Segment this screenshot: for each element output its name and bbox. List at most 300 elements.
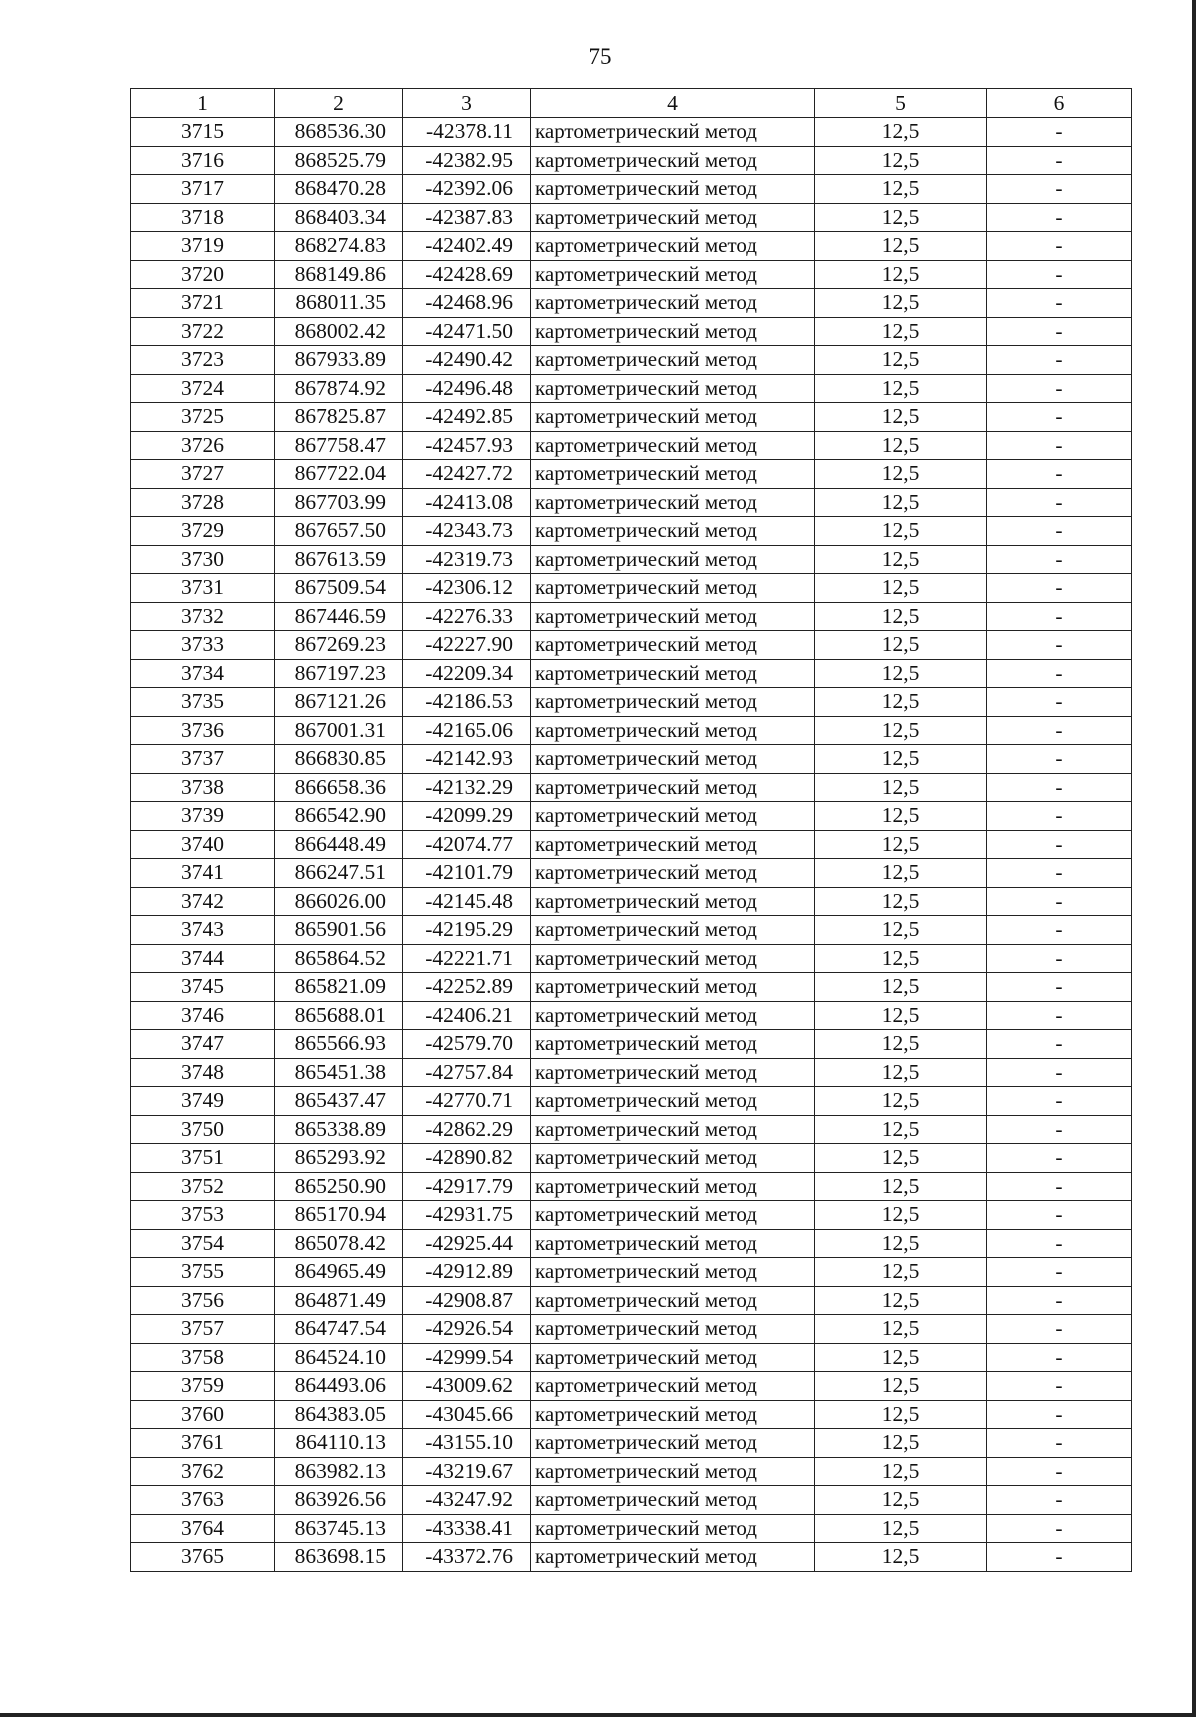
accuracy-cell: 12,5	[815, 1201, 987, 1230]
method-cell: картометрический метод	[531, 175, 815, 204]
point-number-cell: 3731	[131, 574, 275, 603]
table-row	[131, 346, 1132, 375]
accuracy-cell: 12,5	[815, 859, 987, 888]
y-coordinate-cell: -42926.54	[403, 1315, 531, 1344]
point-number-cell: 3723	[131, 346, 275, 375]
note-cell: -	[987, 1058, 1132, 1087]
table-row	[131, 1457, 1132, 1486]
method-cell: картометрический метод	[531, 688, 815, 717]
point-number-cell: 3747	[131, 1030, 275, 1059]
table-row	[131, 1030, 1132, 1059]
accuracy-cell: 12,5	[815, 517, 987, 546]
x-coordinate-cell: 863745.13	[275, 1514, 403, 1543]
y-coordinate-cell: -42925.44	[403, 1229, 531, 1258]
point-number-cell: 3722	[131, 317, 275, 346]
method-cell: картометрический метод	[531, 289, 815, 318]
x-coordinate-cell: 866542.90	[275, 802, 403, 831]
point-number-cell: 3730	[131, 545, 275, 574]
y-coordinate-cell: -42908.87	[403, 1286, 531, 1315]
x-coordinate-cell: 865250.90	[275, 1172, 403, 1201]
y-coordinate-cell: -42471.50	[403, 317, 531, 346]
x-coordinate-cell: 865821.09	[275, 973, 403, 1002]
note-cell: -	[987, 716, 1132, 745]
x-coordinate-cell: 868149.86	[275, 260, 403, 289]
accuracy-cell: 12,5	[815, 1343, 987, 1372]
point-number-cell: 3736	[131, 716, 275, 745]
x-coordinate-cell: 867613.59	[275, 545, 403, 574]
y-coordinate-cell: -42917.79	[403, 1172, 531, 1201]
x-coordinate-cell: 867758.47	[275, 431, 403, 460]
method-cell: картометрический метод	[531, 1229, 815, 1258]
x-coordinate-cell: 864747.54	[275, 1315, 403, 1344]
note-cell: -	[987, 545, 1132, 574]
method-cell: картометрический метод	[531, 802, 815, 831]
y-coordinate-cell: -42427.72	[403, 460, 531, 489]
x-coordinate-cell: 868274.83	[275, 232, 403, 261]
x-coordinate-cell: 864524.10	[275, 1343, 403, 1372]
y-coordinate-cell: -42402.49	[403, 232, 531, 261]
note-cell: -	[987, 944, 1132, 973]
y-coordinate-cell: -42387.83	[403, 203, 531, 232]
point-number-cell: 3758	[131, 1343, 275, 1372]
method-cell: картометрический метод	[531, 517, 815, 546]
point-number-cell: 3751	[131, 1144, 275, 1173]
accuracy-cell: 12,5	[815, 118, 987, 147]
column-header: 1	[131, 89, 275, 118]
x-coordinate-cell: 868011.35	[275, 289, 403, 318]
y-coordinate-cell: -42912.89	[403, 1258, 531, 1287]
x-coordinate-cell: 864871.49	[275, 1286, 403, 1315]
point-number-cell: 3753	[131, 1201, 275, 1230]
y-coordinate-cell: -42579.70	[403, 1030, 531, 1059]
point-number-cell: 3734	[131, 659, 275, 688]
accuracy-cell: 12,5	[815, 602, 987, 631]
table-row	[131, 1115, 1132, 1144]
method-cell: картометрический метод	[531, 1286, 815, 1315]
method-cell: картометрический метод	[531, 1429, 815, 1458]
point-number-cell: 3762	[131, 1457, 275, 1486]
method-cell: картометрический метод	[531, 488, 815, 517]
accuracy-cell: 12,5	[815, 1058, 987, 1087]
point-number-cell: 3745	[131, 973, 275, 1002]
point-number-cell: 3746	[131, 1001, 275, 1030]
y-coordinate-cell: -42496.48	[403, 374, 531, 403]
y-coordinate-cell: -43155.10	[403, 1429, 531, 1458]
method-cell: картометрический метод	[531, 1514, 815, 1543]
method-cell: картометрический метод	[531, 1115, 815, 1144]
table-row	[131, 545, 1132, 574]
accuracy-cell: 12,5	[815, 203, 987, 232]
note-cell: -	[987, 1201, 1132, 1230]
note-cell: -	[987, 1144, 1132, 1173]
table-row	[131, 431, 1132, 460]
accuracy-cell: 12,5	[815, 1372, 987, 1401]
point-number-cell: 3719	[131, 232, 275, 261]
x-coordinate-cell: 865078.42	[275, 1229, 403, 1258]
point-number-cell: 3721	[131, 289, 275, 318]
table-row	[131, 118, 1132, 147]
table-row	[131, 1058, 1132, 1087]
table-row	[131, 374, 1132, 403]
accuracy-cell: 12,5	[815, 1486, 987, 1515]
note-cell: -	[987, 745, 1132, 774]
method-cell: картометрический метод	[531, 232, 815, 261]
note-cell: -	[987, 346, 1132, 375]
note-cell: -	[987, 1343, 1132, 1372]
table-row	[131, 517, 1132, 546]
table-row	[131, 1400, 1132, 1429]
table-row	[131, 289, 1132, 318]
note-cell: -	[987, 1429, 1132, 1458]
table-body	[131, 118, 1132, 1572]
table-row	[131, 203, 1132, 232]
point-number-cell: 3729	[131, 517, 275, 546]
table-row	[131, 916, 1132, 945]
note-cell: -	[987, 802, 1132, 831]
y-coordinate-cell: -42145.48	[403, 887, 531, 916]
note-cell: -	[987, 289, 1132, 318]
accuracy-cell: 12,5	[815, 973, 987, 1002]
table-row	[131, 403, 1132, 432]
y-coordinate-cell: -42392.06	[403, 175, 531, 204]
point-number-cell: 3733	[131, 631, 275, 660]
x-coordinate-cell: 868002.42	[275, 317, 403, 346]
accuracy-cell: 12,5	[815, 1457, 987, 1486]
note-cell: -	[987, 1229, 1132, 1258]
method-cell: картометрический метод	[531, 1315, 815, 1344]
x-coordinate-cell: 865566.93	[275, 1030, 403, 1059]
note-cell: -	[987, 1514, 1132, 1543]
column-header: 5	[815, 89, 987, 118]
method-cell: картометрический метод	[531, 602, 815, 631]
note-cell: -	[987, 118, 1132, 147]
y-coordinate-cell: -43009.62	[403, 1372, 531, 1401]
note-cell: -	[987, 1543, 1132, 1572]
accuracy-cell: 12,5	[815, 887, 987, 916]
accuracy-cell: 12,5	[815, 1115, 987, 1144]
method-cell: картометрический метод	[531, 460, 815, 489]
x-coordinate-cell: 868470.28	[275, 175, 403, 204]
method-cell: картометрический метод	[531, 346, 815, 375]
y-coordinate-cell: -42195.29	[403, 916, 531, 945]
point-number-cell: 3756	[131, 1286, 275, 1315]
note-cell: -	[987, 1400, 1132, 1429]
y-coordinate-cell: -42209.34	[403, 659, 531, 688]
y-coordinate-cell: -42074.77	[403, 830, 531, 859]
y-coordinate-cell: -42757.84	[403, 1058, 531, 1087]
method-cell: картометрический метод	[531, 1400, 815, 1429]
accuracy-cell: 12,5	[815, 1229, 987, 1258]
table-row	[131, 688, 1132, 717]
note-cell: -	[987, 631, 1132, 660]
point-number-cell: 3760	[131, 1400, 275, 1429]
point-number-cell: 3744	[131, 944, 275, 973]
table-row	[131, 602, 1132, 631]
table-row	[131, 460, 1132, 489]
note-cell: -	[987, 1258, 1132, 1287]
accuracy-cell: 12,5	[815, 1087, 987, 1116]
y-coordinate-cell: -42931.75	[403, 1201, 531, 1230]
table-row	[131, 1315, 1132, 1344]
point-number-cell: 3718	[131, 203, 275, 232]
point-number-cell: 3759	[131, 1372, 275, 1401]
method-cell: картометрический метод	[531, 773, 815, 802]
x-coordinate-cell: 867269.23	[275, 631, 403, 660]
table-row	[131, 1372, 1132, 1401]
x-coordinate-cell: 865293.92	[275, 1144, 403, 1173]
method-cell: картометрический метод	[531, 1543, 815, 1572]
x-coordinate-cell: 863926.56	[275, 1486, 403, 1515]
accuracy-cell: 12,5	[815, 802, 987, 831]
x-coordinate-cell: 864383.05	[275, 1400, 403, 1429]
point-number-cell: 3738	[131, 773, 275, 802]
accuracy-cell: 12,5	[815, 1258, 987, 1287]
point-number-cell: 3742	[131, 887, 275, 916]
x-coordinate-cell: 865688.01	[275, 1001, 403, 1030]
method-cell: картометрический метод	[531, 574, 815, 603]
note-cell: -	[987, 773, 1132, 802]
table-row	[131, 745, 1132, 774]
x-coordinate-cell: 867657.50	[275, 517, 403, 546]
point-number-cell: 3716	[131, 146, 275, 175]
point-number-cell: 3724	[131, 374, 275, 403]
table-row	[131, 232, 1132, 261]
note-cell: -	[987, 1372, 1132, 1401]
accuracy-cell: 12,5	[815, 1429, 987, 1458]
x-coordinate-cell: 864493.06	[275, 1372, 403, 1401]
x-coordinate-cell: 867874.92	[275, 374, 403, 403]
note-cell: -	[987, 688, 1132, 717]
accuracy-cell: 12,5	[815, 745, 987, 774]
accuracy-cell: 12,5	[815, 346, 987, 375]
x-coordinate-cell: 864110.13	[275, 1429, 403, 1458]
method-cell: картометрический метод	[531, 1457, 815, 1486]
table-row	[131, 887, 1132, 916]
point-number-cell: 3735	[131, 688, 275, 717]
note-cell: -	[987, 431, 1132, 460]
y-coordinate-cell: -42099.29	[403, 802, 531, 831]
note-cell: -	[987, 260, 1132, 289]
table-row	[131, 802, 1132, 831]
method-cell: картометрический метод	[531, 403, 815, 432]
note-cell: -	[987, 659, 1132, 688]
y-coordinate-cell: -42186.53	[403, 688, 531, 717]
note-cell: -	[987, 859, 1132, 888]
x-coordinate-cell: 868536.30	[275, 118, 403, 147]
accuracy-cell: 12,5	[815, 403, 987, 432]
table-row	[131, 1229, 1132, 1258]
note-cell: -	[987, 1486, 1132, 1515]
method-cell: картометрический метод	[531, 146, 815, 175]
accuracy-cell: 12,5	[815, 830, 987, 859]
point-number-cell: 3755	[131, 1258, 275, 1287]
note-cell: -	[987, 1115, 1132, 1144]
column-header: 6	[987, 89, 1132, 118]
accuracy-cell: 12,5	[815, 374, 987, 403]
point-number-cell: 3754	[131, 1229, 275, 1258]
y-coordinate-cell: -42492.85	[403, 403, 531, 432]
method-cell: картометрический метод	[531, 545, 815, 574]
table-row	[131, 1429, 1132, 1458]
method-cell: картометрический метод	[531, 260, 815, 289]
point-number-cell: 3765	[131, 1543, 275, 1572]
accuracy-cell: 12,5	[815, 916, 987, 945]
x-coordinate-cell: 865170.94	[275, 1201, 403, 1230]
note-cell: -	[987, 887, 1132, 916]
x-coordinate-cell: 866658.36	[275, 773, 403, 802]
accuracy-cell: 12,5	[815, 1514, 987, 1543]
note-cell: -	[987, 973, 1132, 1002]
accuracy-cell: 12,5	[815, 232, 987, 261]
x-coordinate-cell: 867722.04	[275, 460, 403, 489]
method-cell: картометрический метод	[531, 944, 815, 973]
page-number: 75	[588, 44, 612, 69]
accuracy-cell: 12,5	[815, 1400, 987, 1429]
note-cell: -	[987, 1001, 1132, 1030]
y-coordinate-cell: -43372.76	[403, 1543, 531, 1572]
x-coordinate-cell: 867933.89	[275, 346, 403, 375]
y-coordinate-cell: -43219.67	[403, 1457, 531, 1486]
accuracy-cell: 12,5	[815, 146, 987, 175]
x-coordinate-cell: 867446.59	[275, 602, 403, 631]
y-coordinate-cell: -42319.73	[403, 545, 531, 574]
point-number-cell: 3743	[131, 916, 275, 945]
y-coordinate-cell: -42142.93	[403, 745, 531, 774]
x-coordinate-cell: 863698.15	[275, 1543, 403, 1572]
table-row	[131, 1258, 1132, 1287]
note-cell: -	[987, 1030, 1132, 1059]
accuracy-cell: 12,5	[815, 431, 987, 460]
point-number-cell: 3732	[131, 602, 275, 631]
x-coordinate-cell: 865864.52	[275, 944, 403, 973]
method-cell: картометрический метод	[531, 631, 815, 660]
table-row	[131, 146, 1132, 175]
method-cell: картометрический метод	[531, 859, 815, 888]
x-coordinate-cell: 868525.79	[275, 146, 403, 175]
y-coordinate-cell: -43247.92	[403, 1486, 531, 1515]
table-row	[131, 175, 1132, 204]
table-row	[131, 659, 1132, 688]
point-number-cell: 3717	[131, 175, 275, 204]
table-row	[131, 1172, 1132, 1201]
note-cell: -	[987, 602, 1132, 631]
note-cell: -	[987, 403, 1132, 432]
y-coordinate-cell: -42999.54	[403, 1343, 531, 1372]
table-row	[131, 859, 1132, 888]
column-header: 3	[403, 89, 531, 118]
accuracy-cell: 12,5	[815, 460, 987, 489]
table-row	[131, 488, 1132, 517]
y-coordinate-cell: -42101.79	[403, 859, 531, 888]
accuracy-cell: 12,5	[815, 175, 987, 204]
method-cell: картометрический метод	[531, 1144, 815, 1173]
note-cell: -	[987, 317, 1132, 346]
note-cell: -	[987, 374, 1132, 403]
point-number-cell: 3763	[131, 1486, 275, 1515]
method-cell: картометрический метод	[531, 1030, 815, 1059]
method-cell: картометрический метод	[531, 1087, 815, 1116]
accuracy-cell: 12,5	[815, 1144, 987, 1173]
point-number-cell: 3715	[131, 118, 275, 147]
method-cell: картометрический метод	[531, 1258, 815, 1287]
point-number-cell: 3750	[131, 1115, 275, 1144]
accuracy-cell: 12,5	[815, 944, 987, 973]
method-cell: картометрический метод	[531, 431, 815, 460]
accuracy-cell: 12,5	[815, 289, 987, 318]
accuracy-cell: 12,5	[815, 488, 987, 517]
y-coordinate-cell: -42276.33	[403, 602, 531, 631]
accuracy-cell: 12,5	[815, 716, 987, 745]
method-cell: картометрический метод	[531, 1343, 815, 1372]
accuracy-cell: 12,5	[815, 1543, 987, 1572]
accuracy-cell: 12,5	[815, 688, 987, 717]
x-coordinate-cell: 867121.26	[275, 688, 403, 717]
method-cell: картометрический метод	[531, 317, 815, 346]
y-coordinate-cell: -42165.06	[403, 716, 531, 745]
y-coordinate-cell: -42382.95	[403, 146, 531, 175]
note-cell: -	[987, 830, 1132, 859]
note-cell: -	[987, 517, 1132, 546]
method-cell: картометрический метод	[531, 1201, 815, 1230]
method-cell: картометрический метод	[531, 1058, 815, 1087]
x-coordinate-cell: 866247.51	[275, 859, 403, 888]
table-row	[131, 631, 1132, 660]
y-coordinate-cell: -42306.12	[403, 574, 531, 603]
table-header-row	[131, 89, 1132, 118]
point-number-cell: 3739	[131, 802, 275, 831]
table-row	[131, 1087, 1132, 1116]
x-coordinate-cell: 865451.38	[275, 1058, 403, 1087]
accuracy-cell: 12,5	[815, 659, 987, 688]
method-cell: картометрический метод	[531, 1372, 815, 1401]
accuracy-cell: 12,5	[815, 773, 987, 802]
point-number-cell: 3737	[131, 745, 275, 774]
method-cell: картометрический метод	[531, 716, 815, 745]
point-number-cell: 3761	[131, 1429, 275, 1458]
x-coordinate-cell: 866830.85	[275, 745, 403, 774]
accuracy-cell: 12,5	[815, 1001, 987, 1030]
x-coordinate-cell: 865901.56	[275, 916, 403, 945]
y-coordinate-cell: -42468.96	[403, 289, 531, 318]
note-cell: -	[987, 1286, 1132, 1315]
x-coordinate-cell: 868403.34	[275, 203, 403, 232]
point-number-cell: 3726	[131, 431, 275, 460]
table-row	[131, 830, 1132, 859]
y-coordinate-cell: -42770.71	[403, 1087, 531, 1116]
point-number-cell: 3752	[131, 1172, 275, 1201]
accuracy-cell: 12,5	[815, 574, 987, 603]
method-cell: картометрический метод	[531, 374, 815, 403]
table-row	[131, 716, 1132, 745]
method-cell: картометрический метод	[531, 1486, 815, 1515]
note-cell: -	[987, 175, 1132, 204]
accuracy-cell: 12,5	[815, 545, 987, 574]
accuracy-cell: 12,5	[815, 317, 987, 346]
y-coordinate-cell: -42490.42	[403, 346, 531, 375]
note-cell: -	[987, 1315, 1132, 1344]
note-cell: -	[987, 1457, 1132, 1486]
note-cell: -	[987, 574, 1132, 603]
note-cell: -	[987, 232, 1132, 261]
y-coordinate-cell: -42862.29	[403, 1115, 531, 1144]
x-coordinate-cell: 867509.54	[275, 574, 403, 603]
y-coordinate-cell: -42252.89	[403, 973, 531, 1002]
note-cell: -	[987, 1172, 1132, 1201]
note-cell: -	[987, 1087, 1132, 1116]
x-coordinate-cell: 867197.23	[275, 659, 403, 688]
column-header: 2	[275, 89, 403, 118]
note-cell: -	[987, 203, 1132, 232]
